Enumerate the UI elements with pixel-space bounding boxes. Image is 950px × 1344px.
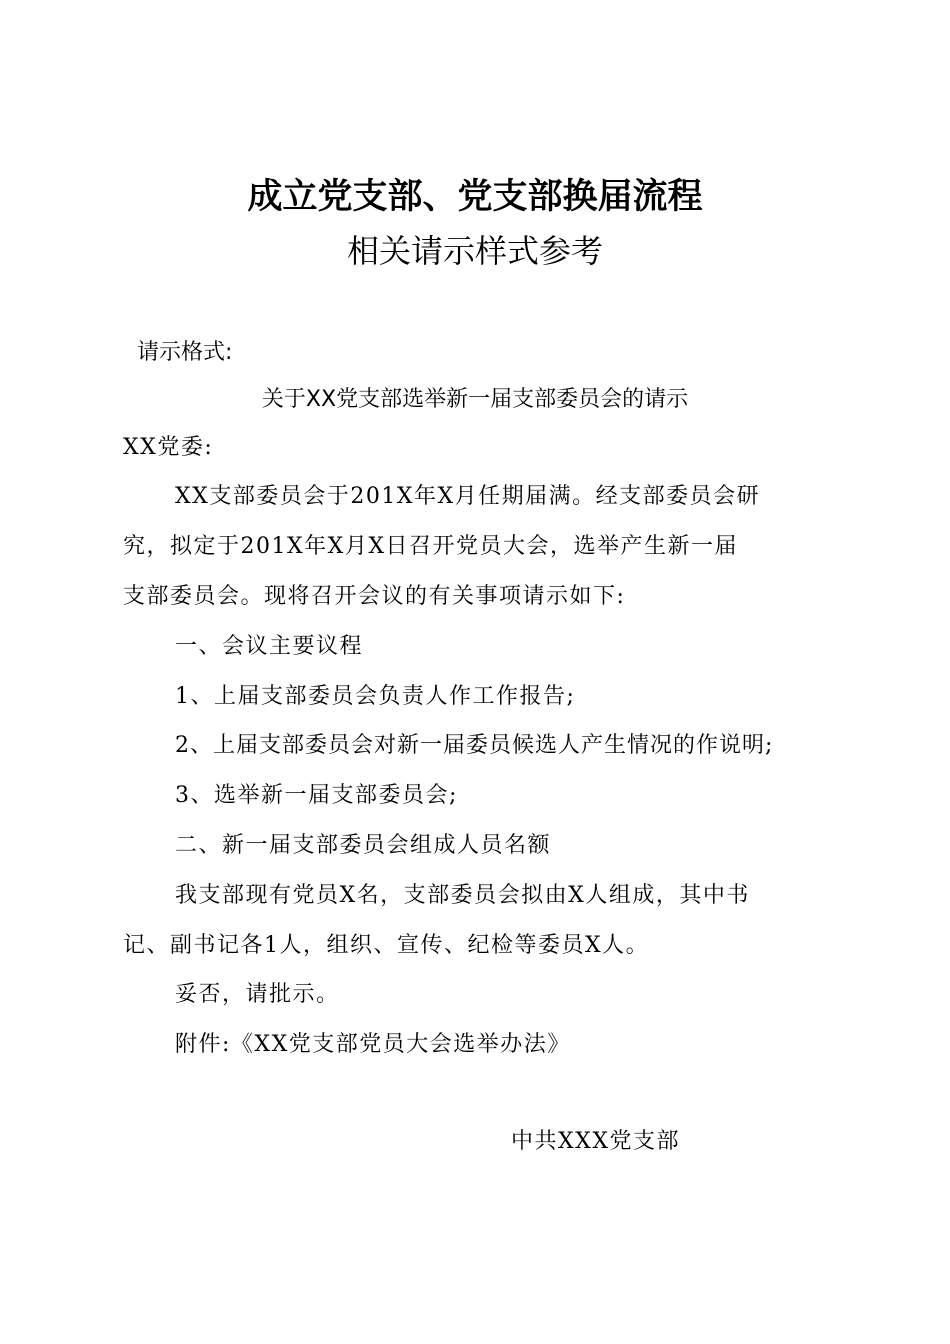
- paragraph-line: 究，拟定于201X年X月X日召开党员大会，选举产生新一届: [123, 534, 738, 559]
- salutation: XX党委:: [123, 435, 214, 460]
- paragraph-line: 支部委员会。现将召开会议的有关事项请示如下:: [123, 584, 626, 609]
- agenda-item: 1、上届支部委员会负责人作工作报告;: [175, 684, 576, 709]
- paragraph-line: 妥否，请批示。: [175, 982, 340, 1007]
- attachment-line: 附件:《XX党支部党员大会选举办法》: [175, 1032, 571, 1057]
- paragraph-line: 我支部现有党员X名，支部委员会拟由X人组成，其中书: [175, 883, 750, 908]
- request-subject: [0, 383, 950, 417]
- format-label: 请示格式:: [137, 340, 233, 365]
- request-subject-text: 关于XX党支部选举新一届支部委员会的请示: [261, 387, 689, 412]
- section-heading: 二、新一届支部委员会组成人员名额: [175, 833, 552, 858]
- document-title: 成立党支部、党支部换届流程: [247, 176, 703, 217]
- signature: 中共XXX党支部: [511, 1129, 680, 1154]
- paragraph-line: XX支部委员会于201X年X月任期届满。经支部委员会研: [175, 484, 761, 509]
- agenda-item: 2、上届支部委员会对新一届委员候选人产生情况的作说明;: [175, 733, 774, 758]
- section-heading: 一、会议主要议程: [175, 634, 364, 659]
- document-subtitle: 相关请示样式参考: [346, 232, 603, 270]
- paragraph-line: 记、副书记各1人，组织、宣传、纪检等委员X人。: [123, 933, 650, 958]
- agenda-item: 3、选举新一届支部委员会;: [175, 783, 458, 808]
